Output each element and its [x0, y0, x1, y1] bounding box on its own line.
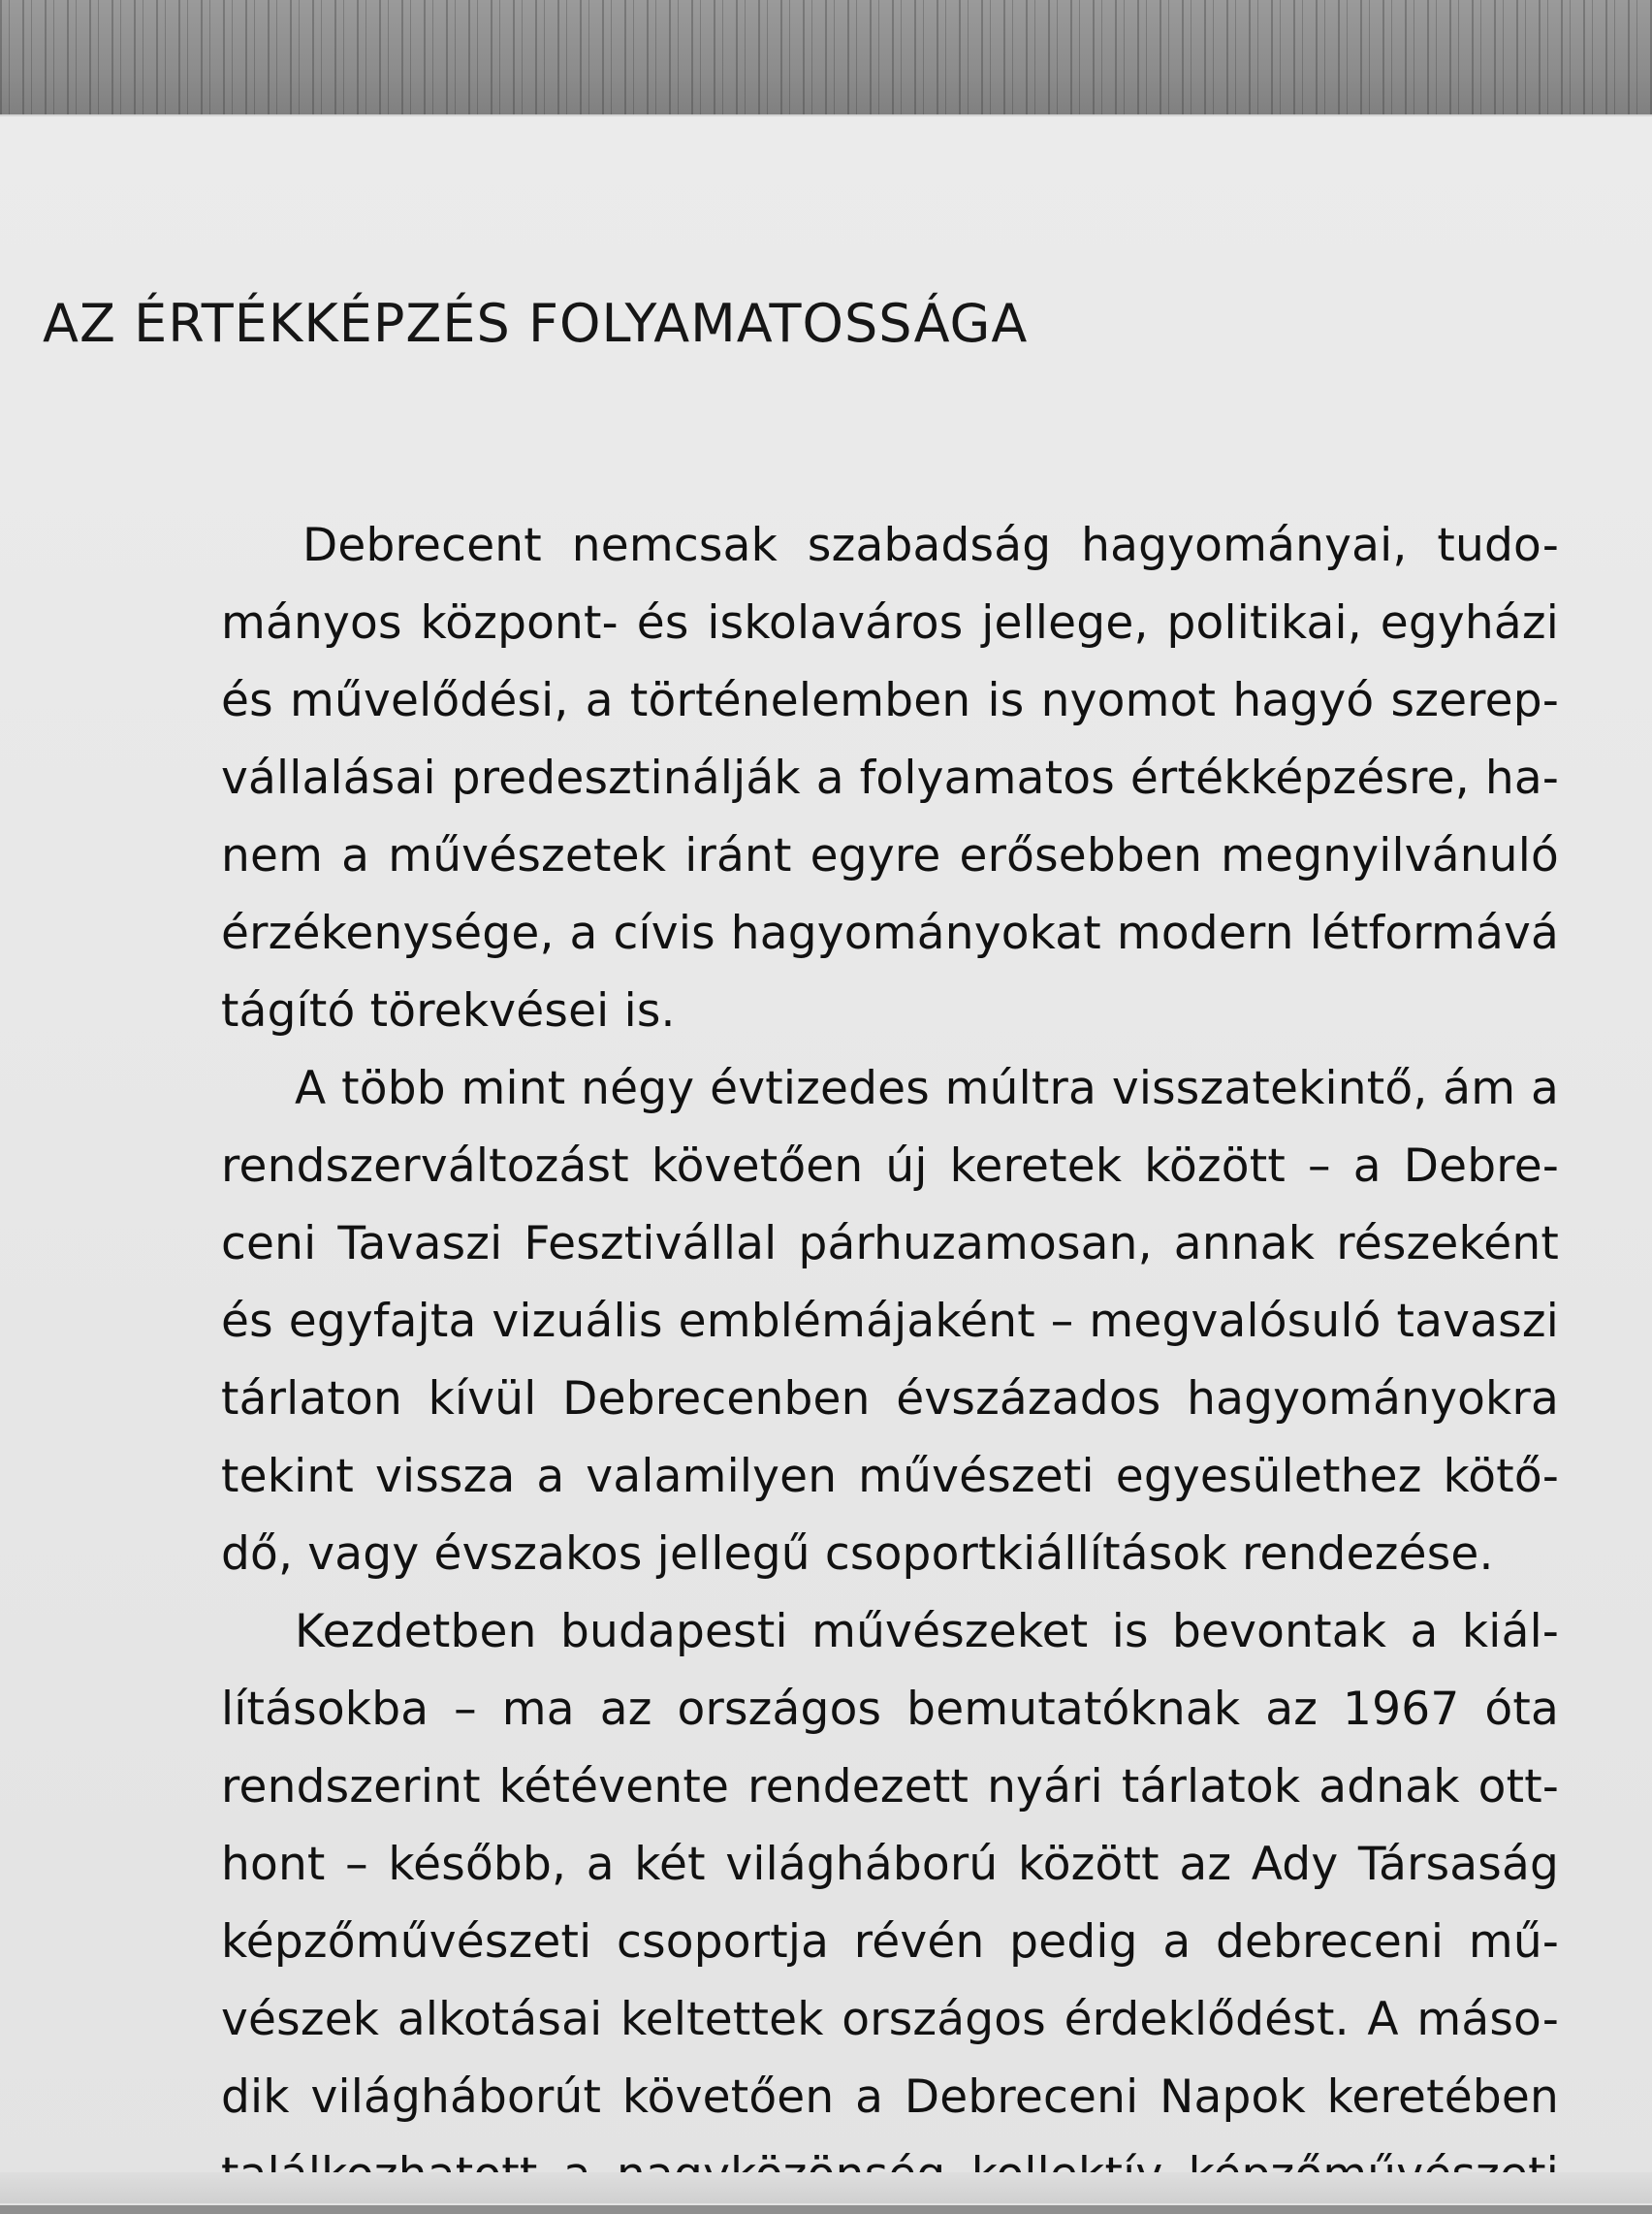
text-line: és művelődési, a történelemben is nyomot hagyó szerep-: [221, 674, 1559, 727]
text-line: lításokba – ma az országos bemutatóknak az 1967 óta: [221, 1683, 1559, 1736]
text-line: érzékenysége, a cívis hagyományokat modern létformává: [221, 907, 1559, 960]
text-line: rendszerint kétévente rendezett nyári tárlatok adnak ott-: [221, 1760, 1559, 1813]
text-line: Kezdetben budapesti művészeket is bevontak a kiál-: [295, 1605, 1559, 1658]
text-line: dik világháborút követően a Debreceni Napok keretében: [221, 2070, 1559, 2124]
text-line: dő, vagy évszakos jellegű csoportkiállítások rendezése.: [221, 1527, 1494, 1581]
text-line: vállalásai predesztinálják a folyamatos értékképzésre, ha-: [221, 752, 1559, 805]
text-line: mányos központ- és iskolaváros jellege, politikai, egyházi: [221, 596, 1559, 650]
text-line: tekint vissza a valamilyen művészeti egyesülethez kötő-: [221, 1450, 1559, 1503]
page-bottom-edge: [0, 2172, 1652, 2203]
body-text: [221, 507, 1559, 2214]
page-heading: AZ ÉRTÉKKÉPZÉS FOLYAMATOSSÁGA: [43, 293, 1029, 354]
text-line: ceni Tavaszi Fesztivállal párhuzamosan, annak részeként: [221, 1217, 1559, 1270]
paragraph: [221, 1050, 1559, 1593]
text-line: tágító törekvései is.: [221, 984, 676, 1038]
paragraph: [221, 1593, 1559, 2214]
text-line: képzőművészeti csoportja révén pedig a debreceni mű-: [221, 1915, 1559, 1969]
text-line: hont – később, a két világháború között az Ady Társaság: [221, 1838, 1559, 1891]
text-line: vészek alkotásai keltettek országos érdeklődést. A máso-: [221, 1993, 1559, 2046]
paragraph: [221, 507, 1559, 1050]
text-line: Debrecent nemcsak szabadság hagyományai, tudo-: [302, 519, 1559, 572]
text-line: tárlaton kívül Debrecenben évszázados hagyományokra: [221, 1372, 1559, 1426]
wooden-surface-background: [0, 0, 1652, 121]
text-line: A több mint négy évtizedes múltra visszatekintő, ám a: [295, 1062, 1559, 1115]
text-line: rendszerváltozást követően új keretek között – a Debre-: [221, 1139, 1559, 1193]
text-line: nem a művészetek iránt egyre erősebben megnyilvánuló: [221, 829, 1559, 882]
text-line: és egyfajta vizuális emblémájaként – megvalósuló tavaszi: [221, 1295, 1559, 1348]
